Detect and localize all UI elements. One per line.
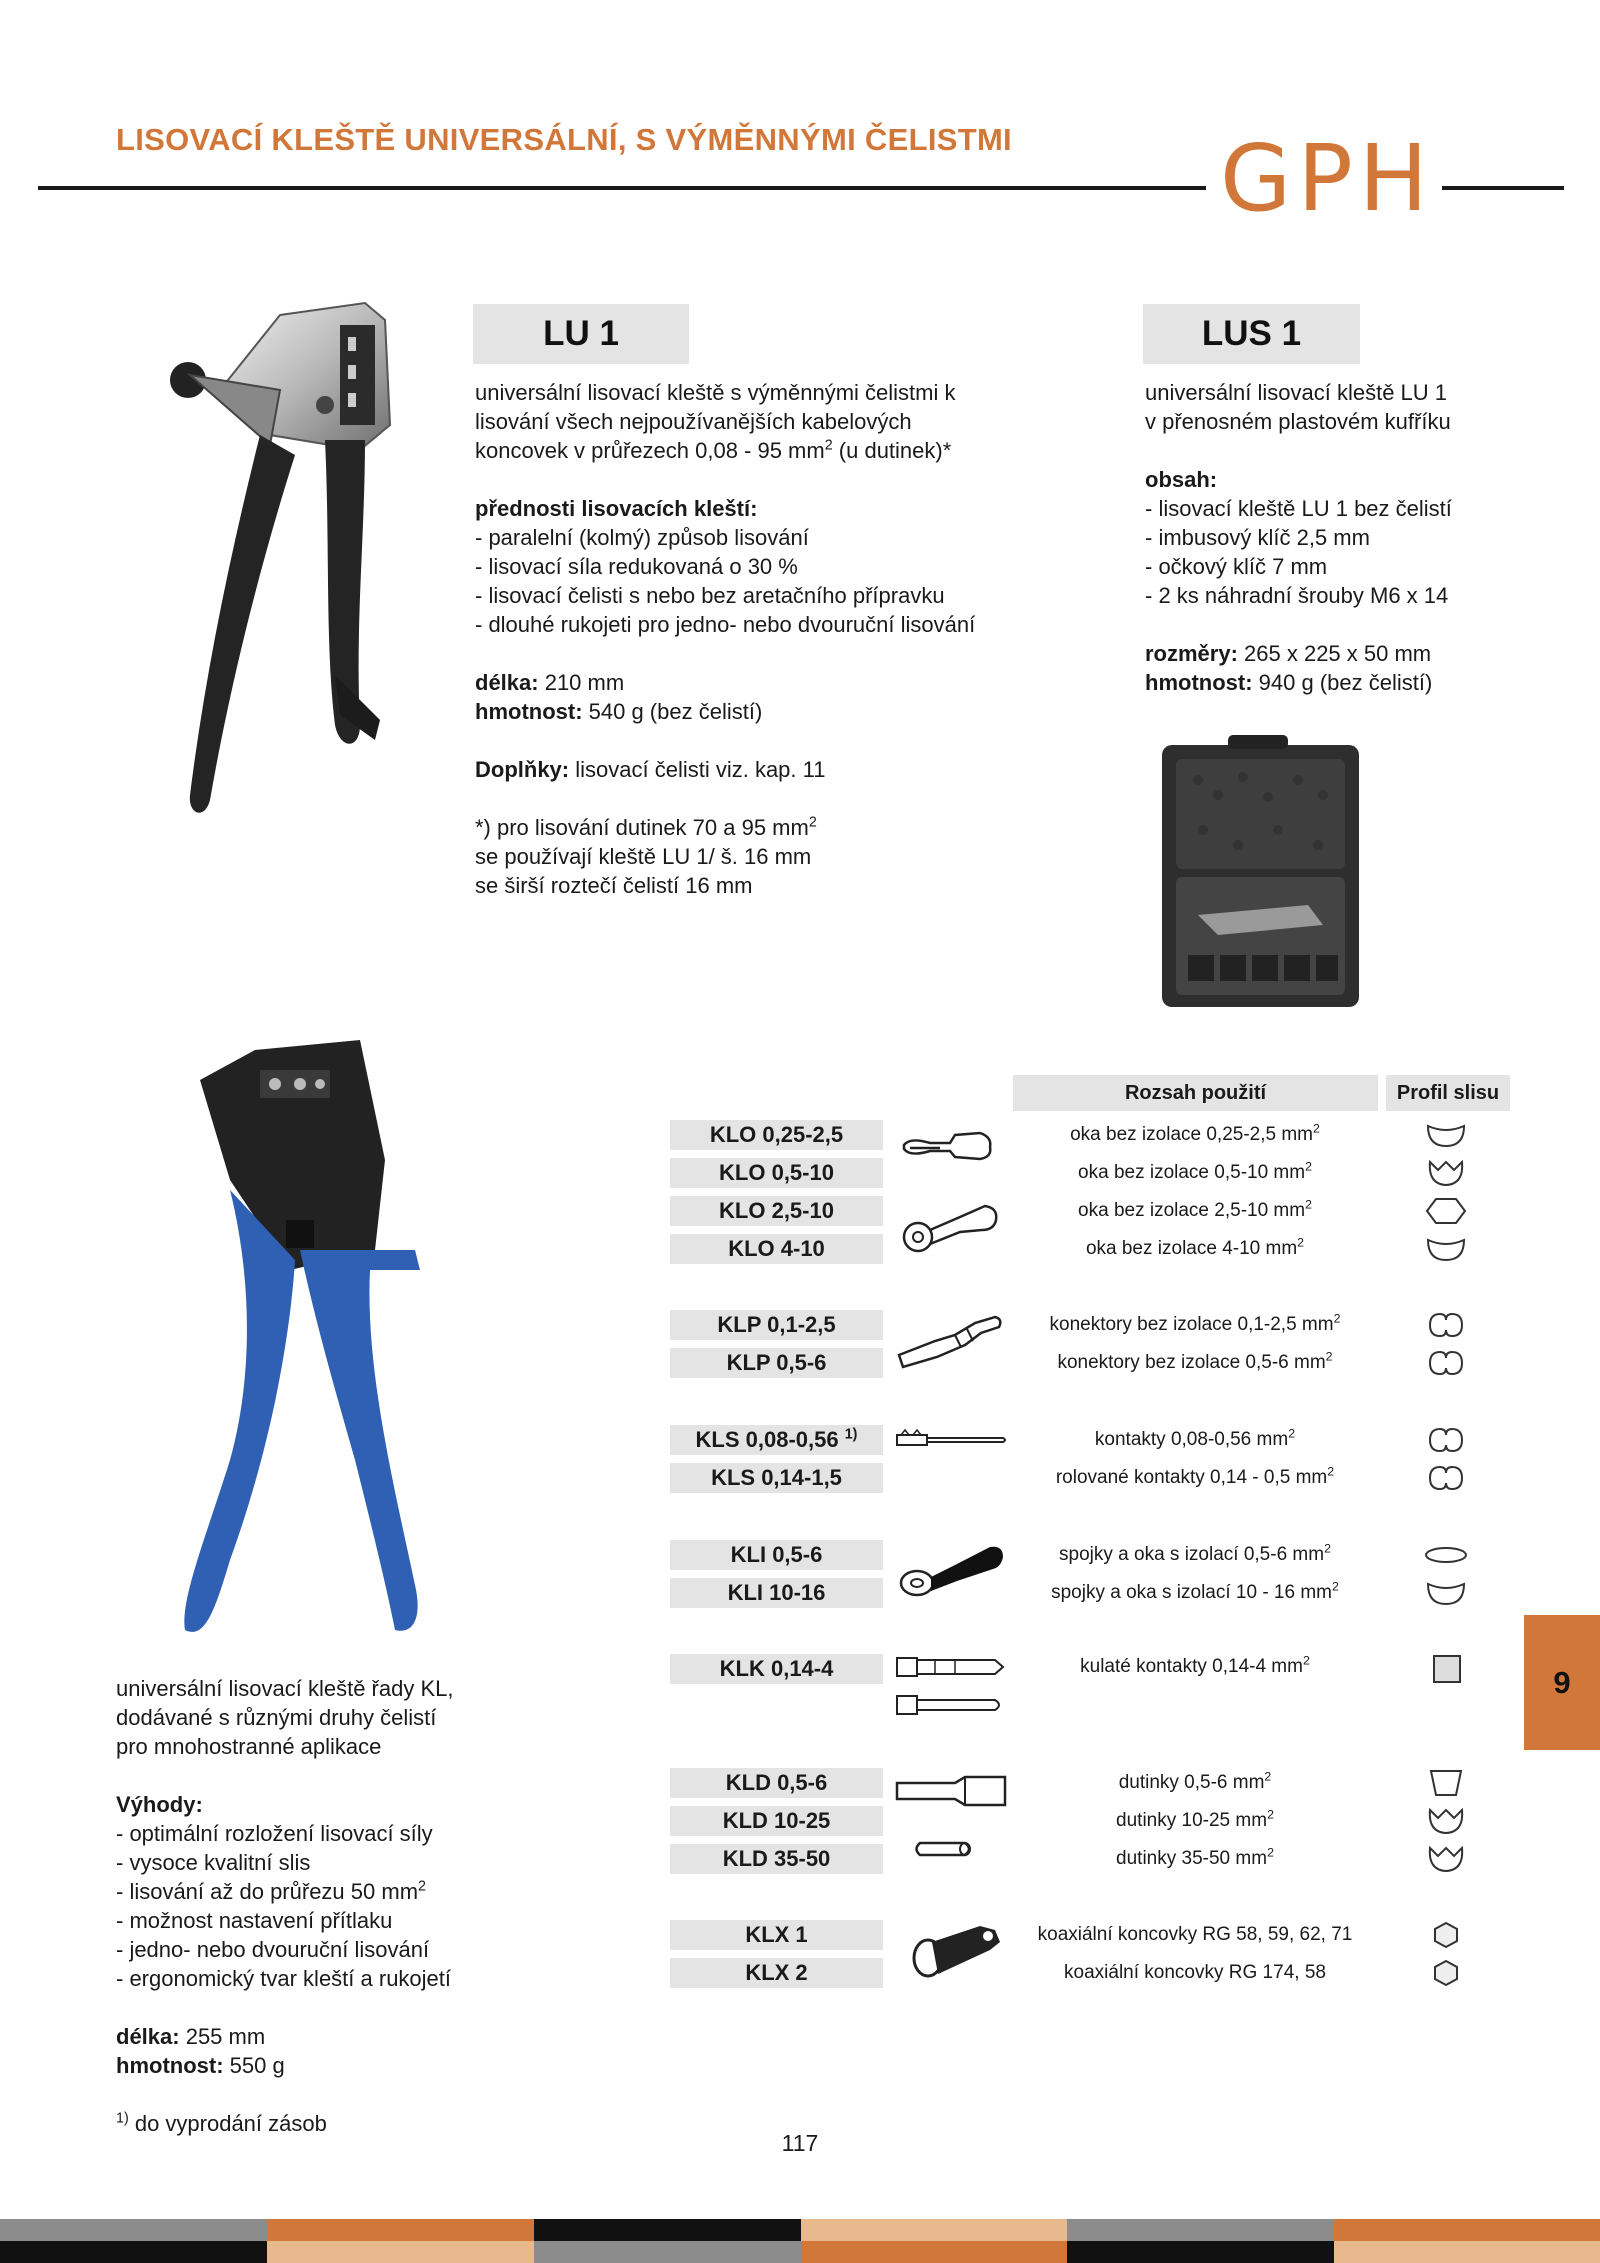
lu1-accessories-label: Doplňky: [475,757,570,782]
table-row-usage: rolované kontakty 0,14 - 0,5 $mm^2$ [1055,1464,1335,1488]
fork-terminal-icon [900,1115,1010,1195]
table-row-code: KLD 0,5-6 [670,1768,883,1798]
lu1-pliers-image [150,295,410,835]
kl-desc-line: dodávané s různými druhy čelistí [116,1705,437,1730]
kl-advantages-title: Výhody: [116,1792,203,1817]
lus1-weight-label: hmotnost: [1145,670,1253,695]
lu1-note-1: *) pro lisování dutinek 70 a 95 mm [475,815,809,840]
lu1-adv-item: - paralelní (kolmý) způsob lisování [475,525,809,550]
table-row-usage: dutinky 10-25 $mm^2$ [1116,1807,1274,1831]
chapter-tab: 9 [1524,1615,1600,1750]
b-shape-icon [1424,1348,1468,1378]
table-row-code: KLK 0,14-4 [670,1654,883,1684]
table-row-code: KLS 0,08-0,56 $^{1)}$ [670,1425,883,1455]
table-row-code: KLX 2 [670,1958,883,1988]
table-row-code: KLO 0,5-10 [670,1158,883,1188]
table-row-usage: konektory bez izolace 0,1-2,5 $mm^2$ [1049,1311,1341,1335]
lu1-title-badge: LU 1 [473,304,689,364]
lu1-advantages-title: přednosti lisovacích kleští: [475,496,758,521]
lus1-content-item: - lisovací kleště LU 1 bez čelistí [1145,496,1452,521]
gph-logo [1220,118,1434,232]
coax-connector-icon [910,1920,1010,1985]
table-row-code: KLO 4-10 [670,1234,883,1264]
table-row-code: KLX 1 [670,1920,883,1950]
kl-description [116,1674,516,2138]
kl-adv-item: - ergonomický tvar kleští a rukojetí [116,1966,452,1991]
b-shape-icon [1424,1310,1468,1340]
kl-length-label: délka: [116,2024,180,2049]
table-row-usage: dutinky 0,5-6 $mm^2$ [1118,1769,1272,1793]
kl-weight-label: hmotnost: [116,2053,224,2078]
pin-contact-icon [895,1425,1010,1455]
table-header-profile: Profil slisu [1386,1075,1510,1111]
lu1-weight-value: 540 g (bez čelistí) [582,699,763,724]
kl-adv-item: - optimální rozložení lisovací síly [116,1821,433,1846]
table-row-code: KLO 0,25-2,5 [670,1120,883,1150]
lus1-title-badge: LUS 1 [1143,304,1360,364]
header-rule-left [38,186,1206,190]
oval-icon [1424,1540,1468,1570]
lus1-content-item: - imbusový klíč 2,5 mm [1145,525,1370,550]
page-number: 117 [781,2130,819,2156]
kl-adv-sup: 2 [418,1878,426,1895]
lus1-desc-1: universální lisovací kleště LU 1 [1145,380,1448,405]
lus1-dims-label: rozměry: [1145,641,1238,666]
lu1-adv-item: - lisovací čelisti s nebo bez aretačního přípravku [475,583,945,608]
lus1-case-image [1158,735,1363,1010]
b-shape-icon [1424,1463,1468,1493]
w-shape-icon [1424,1158,1468,1188]
u-shape-icon [1424,1234,1468,1264]
w-shape-icon [1424,1806,1468,1836]
hexagon-icon [1424,1196,1468,1226]
lus1-description [1145,378,1565,697]
table-row-usage: koaxiální koncovky RG 58, 59, 62, 71 [1037,1924,1353,1945]
table-row-usage: oka bez izolace 0,25-2,5 $mm^2$ [1070,1121,1320,1145]
lu1-note-2: se používají kleště LU 1/ š. 16 mm [475,844,812,869]
u-shape-icon [1424,1120,1468,1150]
page-title: LISOVACÍ KLEŠTĚ UNIVERSÁLNÍ, S VÝMĚNNÝMI ČELISTMI [116,122,1012,157]
header-rule-right [1442,186,1564,190]
ferrule-icon [895,1775,1010,1870]
hexagon-icon [1424,1958,1468,1988]
table-row-code: KLD 35-50 [670,1844,883,1874]
table-row-code: KLD 10-25 [670,1806,883,1836]
lu1-weight-label: hmotnost: [475,699,583,724]
lus1-desc-2: v přenosném plastovém kufříku [1145,409,1451,434]
table-row-usage: spojky a oka s izolací 10 - 16 $mm^2$ [1051,1579,1339,1603]
w-shape-icon [1424,1844,1468,1874]
kl-desc-line: pro mnohostranné aplikace [116,1734,382,1759]
lu1-note-1-sup: 2 [808,814,817,831]
gph-logo-text: GPH [1220,125,1434,232]
flat-connector-icon [895,1305,1010,1375]
round-contact-icon [895,1650,1010,1725]
table-row-code: KLP 0,5-6 [670,1348,883,1378]
lus1-contents-title: obsah: [1145,467,1218,492]
trapezoid-icon [1424,1768,1468,1798]
table-row-usage: oka bez izolace 4-10 $mm^2$ [1085,1235,1305,1259]
kl-footnote-text: do vyprodání zásob [128,2111,327,2136]
lus1-dims-value: 265 x 225 x 50 mm [1237,641,1432,666]
table-row-usage: kontakty 0,08-0,56 $mm^2$ [1094,1426,1296,1450]
lu1-accessories-value: lisovací čelisti viz. kap. 11 [569,757,826,782]
lus1-content-item: - očkový klíč 7 mm [1145,554,1328,579]
lu1-desc-sup: 2 [824,437,833,454]
kl-adv-item: - jedno- nebo dvouruční lisování [116,1937,430,1962]
table-row-code: KLI 0,5-6 [670,1540,883,1570]
hexagon-icon [1424,1920,1468,1950]
kl-pliers-image [160,1040,425,1640]
lu1-note-3: se širší roztečí čelistí 16 mm [475,873,753,898]
lu1-desc: universální lisovací kleště s výměnnými čelistmi k lisování všech nejpoužívanějších kabelových koncovek v průřezech 0,08 - 95 mm [475,380,956,463]
table-row-usage: oka bez izolace 0,5-10 $mm^2$ [1078,1159,1312,1183]
table-row-usage: kulaté kontakty 0,14-4 $mm^2$ [1080,1653,1310,1677]
lu1-length-value: 210 mm [538,670,625,695]
kl-length-value: 255 mm [179,2024,266,2049]
lu1-adv-item: - lisovací síla redukovaná o 30 % [475,554,798,579]
kl-adv-item: - lisování až do průřezu 50 mm [116,1879,419,1904]
table-row-usage: oka bez izolace 2,5-10 $mm^2$ [1078,1197,1312,1221]
table-header-usage: Rozsah použití [1013,1075,1378,1111]
table-row-usage: dutinky 35-50 $mm^2$ [1116,1845,1274,1869]
table-row-code: KLP 0,1-2,5 [670,1310,883,1340]
table-row-usage: konektory bez izolace 0,5-6 $mm^2$ [1057,1349,1333,1373]
lu1-description [475,378,1015,900]
b-shape-icon [1424,1425,1468,1455]
lu1-adv-item: - dlouhé rukojeti pro jedno- nebo dvouruční lisování [475,612,976,637]
lu1-desc-tail: (u dutinek)* [832,438,952,463]
table-row-code: KLI 10-16 [670,1578,883,1608]
insulated-ring-icon [895,1535,1010,1605]
table-row-usage: spojky a oka s izolací 0,5-6 $mm^2$ [1059,1541,1331,1565]
kl-adv-item: - vysoce kvalitní slis [116,1850,311,1875]
table-row-code: KLO 2,5-10 [670,1196,883,1226]
u-shape-icon [1424,1578,1468,1608]
lu1-length-label: délka: [475,670,539,695]
kl-adv-item: - možnost nastavení přítlaku [116,1908,393,1933]
table-row-usage: koaxiální koncovky RG 174, 58 [1064,1962,1326,1983]
kl-weight-value: 550 g [223,2053,285,2078]
lus1-content-item: - 2 ks náhradní šrouby M6 x 14 [1145,583,1449,608]
kl-desc-line: universální lisovací kleště řady KL, [116,1676,454,1701]
square-icon [1424,1654,1468,1684]
table-row-code: KLS 0,14-1,5 [670,1463,883,1493]
kl-footnote-mark: 1) [116,2110,129,2127]
ring-terminal-icon [900,1192,1010,1267]
lus1-weight-value: 940 g (bez čelistí) [1252,670,1433,695]
